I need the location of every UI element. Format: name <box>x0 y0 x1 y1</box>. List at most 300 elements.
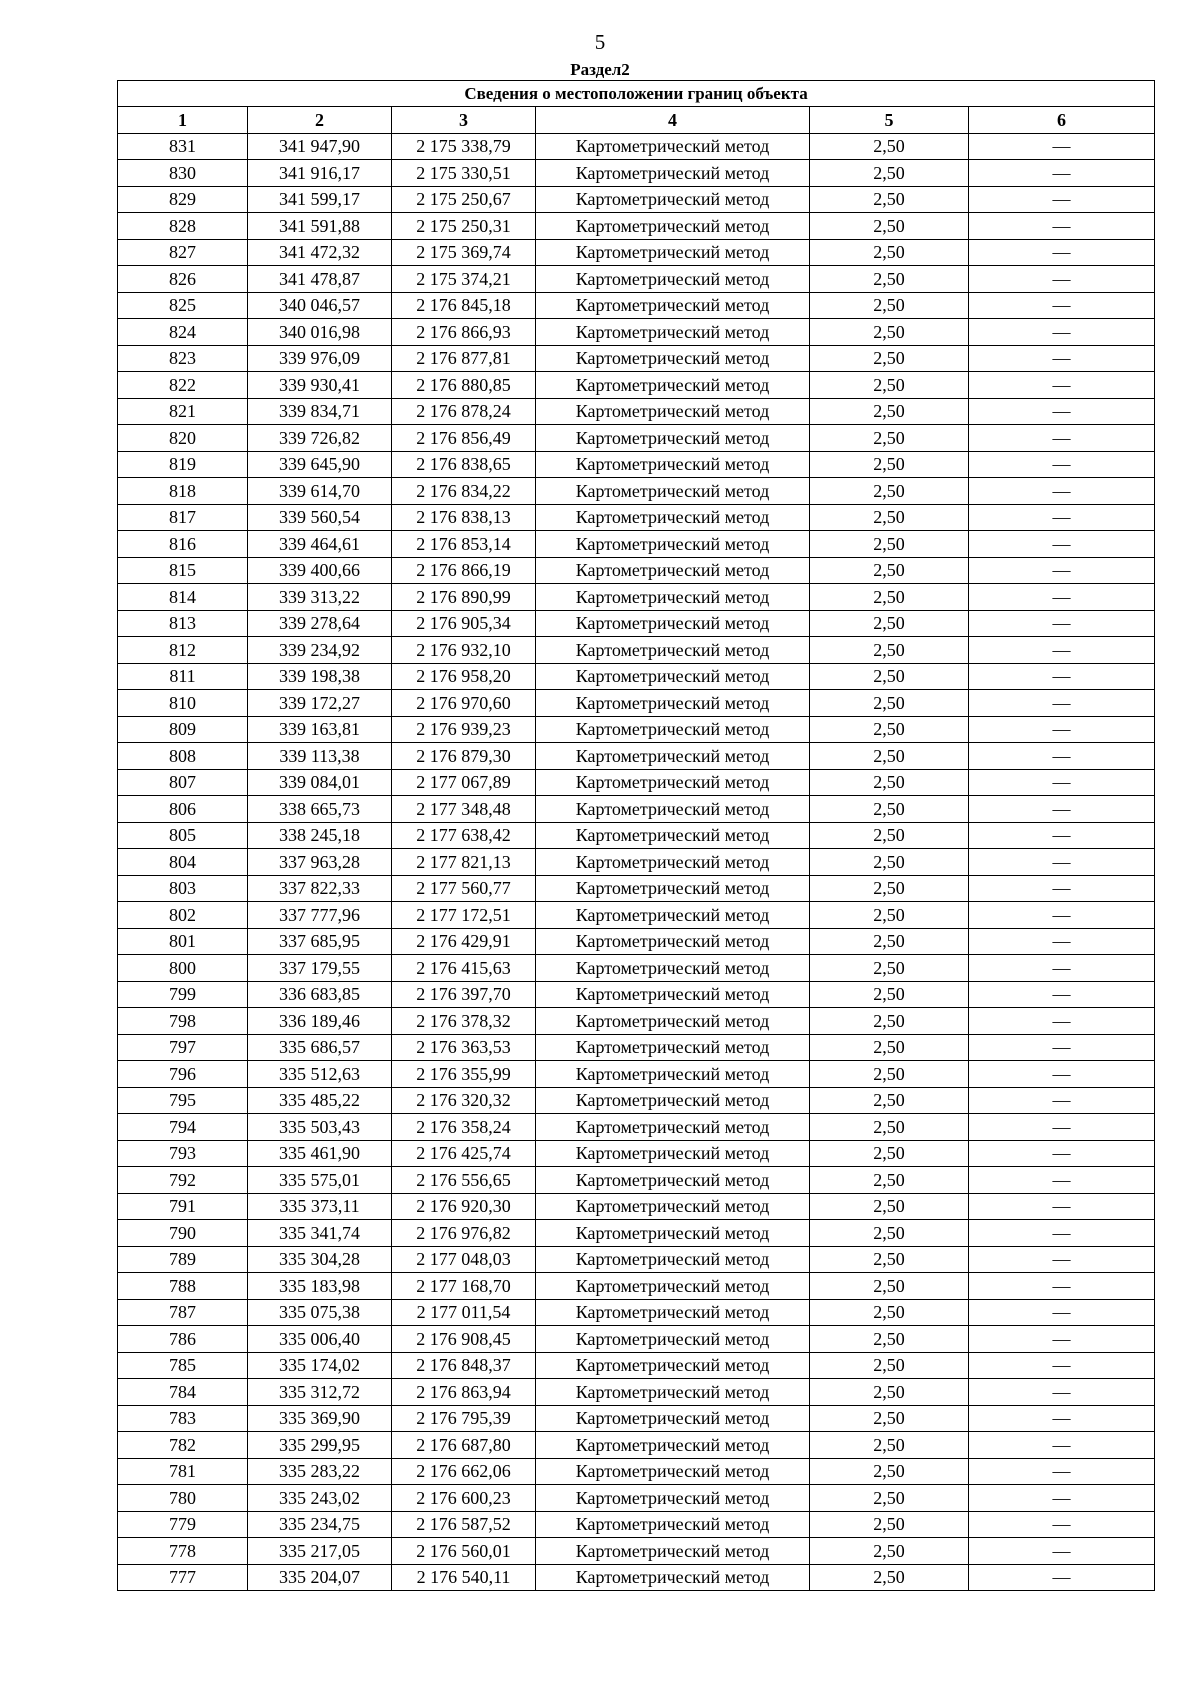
accuracy-cell: 2,50 <box>810 928 969 955</box>
x-coordinate-cell: 335 234,75 <box>248 1511 392 1538</box>
point-number-cell: 802 <box>118 902 248 929</box>
description-cell: — <box>969 1379 1155 1406</box>
description-cell: — <box>969 716 1155 743</box>
y-coordinate-cell: 2 176 880,85 <box>392 372 536 399</box>
point-number-cell: 778 <box>118 1538 248 1565</box>
x-coordinate-cell: 335 204,07 <box>248 1564 392 1591</box>
table-row <box>118 981 1155 1008</box>
y-coordinate-cell: 2 176 363,53 <box>392 1034 536 1061</box>
point-number-cell: 786 <box>118 1326 248 1353</box>
accuracy-cell: 2,50 <box>810 1008 969 1035</box>
x-coordinate-cell: 336 683,85 <box>248 981 392 1008</box>
accuracy-cell: 2,50 <box>810 292 969 319</box>
description-cell: — <box>969 584 1155 611</box>
table-caption: Сведения о местоположении границ объекта <box>118 81 1155 107</box>
accuracy-cell: 2,50 <box>810 1405 969 1432</box>
description-cell: — <box>969 1034 1155 1061</box>
y-coordinate-cell: 2 177 168,70 <box>392 1273 536 1300</box>
accuracy-cell: 2,50 <box>810 690 969 717</box>
accuracy-cell: 2,50 <box>810 425 969 452</box>
table-row <box>118 1220 1155 1247</box>
method-cell: Картометрический метод <box>536 292 810 319</box>
method-cell: Картометрический метод <box>536 133 810 160</box>
description-cell: — <box>969 822 1155 849</box>
point-number-cell: 814 <box>118 584 248 611</box>
table-row <box>118 743 1155 770</box>
method-cell: Картометрический метод <box>536 531 810 558</box>
description-cell: — <box>969 1511 1155 1538</box>
y-coordinate-cell: 2 175 369,74 <box>392 239 536 266</box>
description-cell: — <box>969 213 1155 240</box>
description-cell: — <box>969 1458 1155 1485</box>
y-coordinate-cell: 2 176 877,81 <box>392 345 536 372</box>
point-number-cell: 826 <box>118 266 248 293</box>
table-row <box>118 186 1155 213</box>
description-cell: — <box>969 743 1155 770</box>
accuracy-cell: 2,50 <box>810 1299 969 1326</box>
accuracy-cell: 2,50 <box>810 1564 969 1591</box>
point-number-cell: 797 <box>118 1034 248 1061</box>
accuracy-cell: 2,50 <box>810 557 969 584</box>
x-coordinate-cell: 335 369,90 <box>248 1405 392 1432</box>
method-cell: Картометрический метод <box>536 1114 810 1141</box>
point-number-cell: 825 <box>118 292 248 319</box>
method-cell: Картометрический метод <box>536 372 810 399</box>
method-cell: Картометрический метод <box>536 1538 810 1565</box>
description-cell: — <box>969 928 1155 955</box>
accuracy-cell: 2,50 <box>810 1246 969 1273</box>
point-number-cell: 807 <box>118 769 248 796</box>
method-cell: Картометрический метод <box>536 849 810 876</box>
y-coordinate-cell: 2 176 320,32 <box>392 1087 536 1114</box>
y-coordinate-cell: 2 176 878,24 <box>392 398 536 425</box>
accuracy-cell: 2,50 <box>810 213 969 240</box>
description-cell: — <box>969 610 1155 637</box>
point-number-cell: 796 <box>118 1061 248 1088</box>
table-row <box>118 1326 1155 1353</box>
table-row <box>118 796 1155 823</box>
method-cell: Картометрический метод <box>536 928 810 955</box>
accuracy-cell: 2,50 <box>810 1379 969 1406</box>
point-number-cell: 780 <box>118 1485 248 1512</box>
page-number: 5 <box>594 30 606 54</box>
method-cell: Картометрический метод <box>536 875 810 902</box>
accuracy-cell: 2,50 <box>810 902 969 929</box>
x-coordinate-cell: 339 084,01 <box>248 769 392 796</box>
method-cell: Картометрический метод <box>536 345 810 372</box>
x-coordinate-cell: 339 726,82 <box>248 425 392 452</box>
accuracy-cell: 2,50 <box>810 1538 969 1565</box>
point-number-cell: 824 <box>118 319 248 346</box>
x-coordinate-cell: 339 976,09 <box>248 345 392 372</box>
y-coordinate-cell: 2 176 920,30 <box>392 1193 536 1220</box>
x-coordinate-cell: 335 575,01 <box>248 1167 392 1194</box>
description-cell: — <box>969 1405 1155 1432</box>
method-cell: Картометрический метод <box>536 663 810 690</box>
method-cell: Картометрический метод <box>536 1140 810 1167</box>
y-coordinate-cell: 2 176 429,91 <box>392 928 536 955</box>
description-cell: — <box>969 1432 1155 1459</box>
description-cell: — <box>969 1008 1155 1035</box>
description-cell: — <box>969 160 1155 187</box>
description-cell: — <box>969 425 1155 452</box>
method-cell: Картометрический метод <box>536 160 810 187</box>
point-number-cell: 795 <box>118 1087 248 1114</box>
y-coordinate-cell: 2 176 560,01 <box>392 1538 536 1565</box>
point-number-cell: 804 <box>118 849 248 876</box>
table-row <box>118 663 1155 690</box>
y-coordinate-cell: 2 176 378,32 <box>392 1008 536 1035</box>
x-coordinate-cell: 335 174,02 <box>248 1352 392 1379</box>
y-coordinate-cell: 2 176 355,99 <box>392 1061 536 1088</box>
x-coordinate-cell: 338 245,18 <box>248 822 392 849</box>
x-coordinate-cell: 339 234,92 <box>248 637 392 664</box>
x-coordinate-cell: 339 614,70 <box>248 478 392 505</box>
accuracy-cell: 2,50 <box>810 663 969 690</box>
accuracy-cell: 2,50 <box>810 160 969 187</box>
column-header: 6 <box>969 107 1155 134</box>
y-coordinate-cell: 2 177 048,03 <box>392 1246 536 1273</box>
table-row <box>118 1511 1155 1538</box>
x-coordinate-cell: 338 665,73 <box>248 796 392 823</box>
y-coordinate-cell: 2 176 976,82 <box>392 1220 536 1247</box>
table-row <box>118 716 1155 743</box>
y-coordinate-cell: 2 176 540,11 <box>392 1564 536 1591</box>
description-cell: — <box>969 690 1155 717</box>
accuracy-cell: 2,50 <box>810 133 969 160</box>
description-cell: — <box>969 557 1155 584</box>
accuracy-cell: 2,50 <box>810 1114 969 1141</box>
description-cell: — <box>969 531 1155 558</box>
description-cell: — <box>969 372 1155 399</box>
table-row <box>118 425 1155 452</box>
point-number-cell: 784 <box>118 1379 248 1406</box>
table-row <box>118 955 1155 982</box>
x-coordinate-cell: 341 478,87 <box>248 266 392 293</box>
method-cell: Картометрический метод <box>536 690 810 717</box>
table-row <box>118 1564 1155 1591</box>
table-row <box>118 1193 1155 1220</box>
y-coordinate-cell: 2 176 932,10 <box>392 637 536 664</box>
accuracy-cell: 2,50 <box>810 796 969 823</box>
x-coordinate-cell: 341 599,17 <box>248 186 392 213</box>
method-cell: Картометрический метод <box>536 1564 810 1591</box>
table-caption-row <box>118 81 1155 107</box>
x-coordinate-cell: 336 189,46 <box>248 1008 392 1035</box>
point-number-cell: 791 <box>118 1193 248 1220</box>
x-coordinate-cell: 339 834,71 <box>248 398 392 425</box>
y-coordinate-cell: 2 176 587,52 <box>392 1511 536 1538</box>
column-header: 3 <box>392 107 536 134</box>
method-cell: Картометрический метод <box>536 1246 810 1273</box>
y-coordinate-cell: 2 177 638,42 <box>392 822 536 849</box>
x-coordinate-cell: 335 503,43 <box>248 1114 392 1141</box>
description-cell: — <box>969 478 1155 505</box>
method-cell: Картометрический метод <box>536 504 810 531</box>
x-coordinate-cell: 337 777,96 <box>248 902 392 929</box>
x-coordinate-cell: 341 947,90 <box>248 133 392 160</box>
point-number-cell: 821 <box>118 398 248 425</box>
x-coordinate-cell: 339 464,61 <box>248 531 392 558</box>
x-coordinate-cell: 341 591,88 <box>248 213 392 240</box>
y-coordinate-cell: 2 176 958,20 <box>392 663 536 690</box>
table-row <box>118 478 1155 505</box>
y-coordinate-cell: 2 175 330,51 <box>392 160 536 187</box>
point-number-cell: 808 <box>118 743 248 770</box>
point-number-cell: 829 <box>118 186 248 213</box>
method-cell: Картометрический метод <box>536 1511 810 1538</box>
accuracy-cell: 2,50 <box>810 1432 969 1459</box>
description-cell: — <box>969 1193 1155 1220</box>
point-number-cell: 800 <box>118 955 248 982</box>
accuracy-cell: 2,50 <box>810 1352 969 1379</box>
method-cell: Картометрический метод <box>536 584 810 611</box>
table-row <box>118 1379 1155 1406</box>
method-cell: Картометрический метод <box>536 902 810 929</box>
point-number-cell: 787 <box>118 1299 248 1326</box>
x-coordinate-cell: 335 461,90 <box>248 1140 392 1167</box>
method-cell: Картометрический метод <box>536 1352 810 1379</box>
x-coordinate-cell: 335 341,74 <box>248 1220 392 1247</box>
accuracy-cell: 2,50 <box>810 1061 969 1088</box>
point-number-cell: 811 <box>118 663 248 690</box>
method-cell: Картометрический метод <box>536 1167 810 1194</box>
method-cell: Картометрический метод <box>536 1458 810 1485</box>
table-row <box>118 1405 1155 1432</box>
point-number-cell: 810 <box>118 690 248 717</box>
method-cell: Картометрический метод <box>536 1220 810 1247</box>
y-coordinate-cell: 2 175 250,67 <box>392 186 536 213</box>
method-cell: Картометрический метод <box>536 319 810 346</box>
method-cell: Картометрический метод <box>536 1034 810 1061</box>
y-coordinate-cell: 2 175 374,21 <box>392 266 536 293</box>
point-number-cell: 806 <box>118 796 248 823</box>
accuracy-cell: 2,50 <box>810 822 969 849</box>
table-row <box>118 398 1155 425</box>
table-row <box>118 292 1155 319</box>
description-cell: — <box>969 1299 1155 1326</box>
x-coordinate-cell: 339 930,41 <box>248 372 392 399</box>
x-coordinate-cell: 339 400,66 <box>248 557 392 584</box>
point-number-cell: 777 <box>118 1564 248 1591</box>
table-row <box>118 1087 1155 1114</box>
table-row <box>118 451 1155 478</box>
table-row <box>118 319 1155 346</box>
description-cell: — <box>969 849 1155 876</box>
accuracy-cell: 2,50 <box>810 1167 969 1194</box>
accuracy-cell: 2,50 <box>810 398 969 425</box>
method-cell: Картометрический метод <box>536 398 810 425</box>
accuracy-cell: 2,50 <box>810 504 969 531</box>
y-coordinate-cell: 2 175 338,79 <box>392 133 536 160</box>
x-coordinate-cell: 339 645,90 <box>248 451 392 478</box>
method-cell: Картометрический метод <box>536 1405 810 1432</box>
point-number-cell: 827 <box>118 239 248 266</box>
accuracy-cell: 2,50 <box>810 1220 969 1247</box>
table-row <box>118 849 1155 876</box>
x-coordinate-cell: 340 016,98 <box>248 319 392 346</box>
table-row <box>118 1299 1155 1326</box>
accuracy-cell: 2,50 <box>810 1485 969 1512</box>
accuracy-cell: 2,50 <box>810 1511 969 1538</box>
accuracy-cell: 2,50 <box>810 1193 969 1220</box>
method-cell: Картометрический метод <box>536 451 810 478</box>
point-number-cell: 812 <box>118 637 248 664</box>
accuracy-cell: 2,50 <box>810 769 969 796</box>
point-number-cell: 819 <box>118 451 248 478</box>
table-row <box>118 902 1155 929</box>
y-coordinate-cell: 2 176 795,39 <box>392 1405 536 1432</box>
accuracy-cell: 2,50 <box>810 1140 969 1167</box>
x-coordinate-cell: 335 299,95 <box>248 1432 392 1459</box>
description-cell: — <box>969 1087 1155 1114</box>
point-number-cell: 799 <box>118 981 248 1008</box>
x-coordinate-cell: 339 278,64 <box>248 610 392 637</box>
y-coordinate-cell: 2 175 250,31 <box>392 213 536 240</box>
method-cell: Картометрический метод <box>536 478 810 505</box>
y-coordinate-cell: 2 176 838,65 <box>392 451 536 478</box>
method-cell: Картометрический метод <box>536 239 810 266</box>
table-row <box>118 1061 1155 1088</box>
accuracy-cell: 2,50 <box>810 849 969 876</box>
x-coordinate-cell: 337 179,55 <box>248 955 392 982</box>
method-cell: Картометрический метод <box>536 1299 810 1326</box>
table-row <box>118 266 1155 293</box>
accuracy-cell: 2,50 <box>810 981 969 1008</box>
point-number-cell: 809 <box>118 716 248 743</box>
description-cell: — <box>969 1485 1155 1512</box>
y-coordinate-cell: 2 176 866,19 <box>392 557 536 584</box>
point-number-cell: 782 <box>118 1432 248 1459</box>
point-number-cell: 788 <box>118 1273 248 1300</box>
description-cell: — <box>969 875 1155 902</box>
x-coordinate-cell: 339 113,38 <box>248 743 392 770</box>
description-cell: — <box>969 292 1155 319</box>
point-number-cell: 820 <box>118 425 248 452</box>
table-row <box>118 531 1155 558</box>
accuracy-cell: 2,50 <box>810 716 969 743</box>
x-coordinate-cell: 335 512,63 <box>248 1061 392 1088</box>
table-row <box>118 1034 1155 1061</box>
method-cell: Картометрический метод <box>536 557 810 584</box>
table-row <box>118 557 1155 584</box>
table-row <box>118 1008 1155 1035</box>
method-cell: Картометрический метод <box>536 186 810 213</box>
accuracy-cell: 2,50 <box>810 372 969 399</box>
x-coordinate-cell: 339 560,54 <box>248 504 392 531</box>
y-coordinate-cell: 2 176 415,63 <box>392 955 536 982</box>
method-cell: Картометрический метод <box>536 769 810 796</box>
accuracy-cell: 2,50 <box>810 743 969 770</box>
table-row <box>118 239 1155 266</box>
description-cell: — <box>969 1140 1155 1167</box>
y-coordinate-cell: 2 176 866,93 <box>392 319 536 346</box>
y-coordinate-cell: 2 177 560,77 <box>392 875 536 902</box>
y-coordinate-cell: 2 176 970,60 <box>392 690 536 717</box>
table-row <box>118 1246 1155 1273</box>
point-number-cell: 816 <box>118 531 248 558</box>
table-row <box>118 345 1155 372</box>
point-number-cell: 805 <box>118 822 248 849</box>
point-number-cell: 801 <box>118 928 248 955</box>
table-row <box>118 690 1155 717</box>
accuracy-cell: 2,50 <box>810 531 969 558</box>
x-coordinate-cell: 335 485,22 <box>248 1087 392 1114</box>
y-coordinate-cell: 2 176 600,23 <box>392 1485 536 1512</box>
description-cell: — <box>969 133 1155 160</box>
description-cell: — <box>969 637 1155 664</box>
table-row <box>118 1538 1155 1565</box>
y-coordinate-cell: 2 176 662,06 <box>392 1458 536 1485</box>
table-row <box>118 372 1155 399</box>
x-coordinate-cell: 335 006,40 <box>248 1326 392 1353</box>
table-row <box>118 769 1155 796</box>
accuracy-cell: 2,50 <box>810 478 969 505</box>
point-number-cell: 792 <box>118 1167 248 1194</box>
description-cell: — <box>969 902 1155 929</box>
accuracy-cell: 2,50 <box>810 319 969 346</box>
x-coordinate-cell: 339 163,81 <box>248 716 392 743</box>
description-cell: — <box>969 239 1155 266</box>
point-number-cell: 823 <box>118 345 248 372</box>
section-title: Раздел2 <box>570 60 630 79</box>
point-number-cell: 830 <box>118 160 248 187</box>
point-number-cell: 789 <box>118 1246 248 1273</box>
table-row <box>118 928 1155 955</box>
accuracy-cell: 2,50 <box>810 955 969 982</box>
table-row <box>118 160 1155 187</box>
table-row <box>118 875 1155 902</box>
x-coordinate-cell: 335 283,22 <box>248 1458 392 1485</box>
point-number-cell: 803 <box>118 875 248 902</box>
point-number-cell: 793 <box>118 1140 248 1167</box>
table-row <box>118 213 1155 240</box>
table-header-row <box>118 107 1155 134</box>
y-coordinate-cell: 2 176 863,94 <box>392 1379 536 1406</box>
y-coordinate-cell: 2 176 908,45 <box>392 1326 536 1353</box>
description-cell: — <box>969 1326 1155 1353</box>
accuracy-cell: 2,50 <box>810 875 969 902</box>
x-coordinate-cell: 335 183,98 <box>248 1273 392 1300</box>
description-cell: — <box>969 981 1155 1008</box>
accuracy-cell: 2,50 <box>810 266 969 293</box>
x-coordinate-cell: 341 916,17 <box>248 160 392 187</box>
table-row <box>118 1352 1155 1379</box>
y-coordinate-cell: 2 177 067,89 <box>392 769 536 796</box>
x-coordinate-cell: 341 472,32 <box>248 239 392 266</box>
column-header: 5 <box>810 107 969 134</box>
y-coordinate-cell: 2 176 879,30 <box>392 743 536 770</box>
table-row <box>118 1458 1155 1485</box>
table-row <box>118 1273 1155 1300</box>
point-number-cell: 831 <box>118 133 248 160</box>
description-cell: — <box>969 345 1155 372</box>
table-row <box>118 1432 1155 1459</box>
column-header: 1 <box>118 107 248 134</box>
accuracy-cell: 2,50 <box>810 1458 969 1485</box>
method-cell: Картометрический метод <box>536 1008 810 1035</box>
y-coordinate-cell: 2 177 821,13 <box>392 849 536 876</box>
accuracy-cell: 2,50 <box>810 1087 969 1114</box>
table-body <box>118 133 1155 1591</box>
description-cell: — <box>969 1061 1155 1088</box>
point-number-cell: 828 <box>118 213 248 240</box>
table-row <box>118 610 1155 637</box>
accuracy-cell: 2,50 <box>810 637 969 664</box>
description-cell: — <box>969 1352 1155 1379</box>
y-coordinate-cell: 2 176 856,49 <box>392 425 536 452</box>
y-coordinate-cell: 2 177 011,54 <box>392 1299 536 1326</box>
